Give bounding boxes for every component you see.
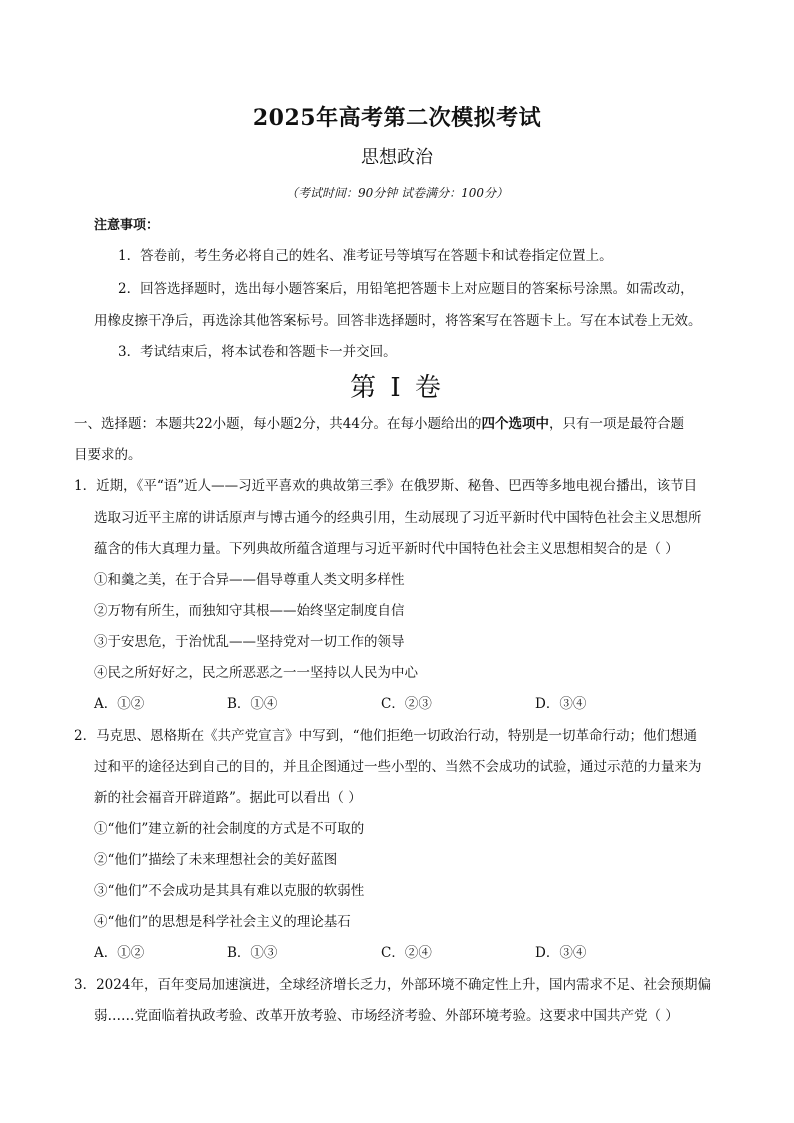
instructions-suffix: ，只有一项是最符合题	[548, 416, 684, 432]
notice-item-3: 3．考试结束后，将本试卷和答题卡一并交回。	[118, 344, 397, 360]
question-2-option-c[interactable]: C．②④	[381, 945, 432, 961]
question-1-option-c[interactable]: C．②③	[381, 696, 432, 712]
question-2-stem-1: 2．马克思、恩格斯在《共产党宣言》中写到，“他们拒绝一切政治行动，特别是一切革命行动；他们想通	[74, 728, 697, 744]
question-2-stem-2: 过和平的途径达到自己的目的，并且企图通过一些小型的、当然不会成功的试验，通过示范的力量来为	[94, 759, 702, 775]
instructions-line-1	[74, 409, 684, 440]
instructions-bold: 四个选项中	[481, 416, 549, 432]
question-1-option-b[interactable]: B．①④	[227, 696, 278, 712]
question-1-option-a[interactable]: A．①②	[94, 696, 145, 712]
question-2-stem-3: 新的社会福音开辟道路”。据此可以看出（ ）	[94, 790, 362, 806]
question-1-item-3: ③于安思危，于治忧乱——坚持党对一切工作的领导	[94, 634, 405, 650]
question-2-option-d[interactable]: D．③④	[535, 945, 587, 961]
subject-title: 思想政治	[361, 147, 433, 168]
notice-item-2-cont: 用橡皮擦干净后，再选涂其他答案标号。回答非选择题时，将答案写在答题卡上。写在本试卷上无效。	[94, 313, 702, 329]
question-2-item-2: ②“他们”描绘了未来理想社会的美好蓝图	[94, 852, 338, 868]
question-1-item-1: ①和羹之美，在于合异——倡导尊重人类文明多样性	[94, 572, 405, 588]
question-2-item-4: ④“他们”的思想是科学社会主义的理论基石	[94, 914, 351, 930]
question-2-item-1: ①“他们”建立新的社会制度的方式是不可取的	[94, 821, 365, 837]
question-1-item-4: ④民之所好好之，民之所恶恶之一一坚持以人民为中心	[94, 665, 418, 681]
question-1-stem-3: 蕴含的伟大真理力量。下列典故所蕴含道理与习近平新时代中国特色社会主义思想相契合的是（ ）	[94, 541, 679, 557]
instructions-prefix: 一、选择题：本题共22小题，每小题2分，共44分。在每小题给出的	[74, 416, 482, 432]
question-1-stem-2: 选取习近平主席的讲话原声与博古通今的经典引用，生动展现了习近平新时代中国特色社会主义思想所	[94, 510, 702, 526]
question-3-stem-1: 3．2024年，百年变局加速演进，全球经济增长乏力，外部环境不确定性上升，国内需求不足、社会预期偏	[74, 977, 711, 993]
exam-info: （考试时间：90分钟 试卷满分：100分）	[286, 186, 508, 200]
notice-heading: 注意事项：	[94, 218, 160, 233]
instructions-line-2: 目要求的。	[74, 447, 142, 463]
question-1-option-d[interactable]: D．③④	[535, 696, 587, 712]
question-1-item-2: ②万物有所生，而独知守其根——始终坚定制度自信	[94, 603, 405, 619]
section-title: 第 I 卷	[350, 373, 444, 403]
question-2-option-a[interactable]: A．①②	[94, 945, 145, 961]
question-2-item-3: ③“他们”不会成功是其具有难以克服的软弱性	[94, 883, 365, 899]
question-3-stem-2: 弱……党面临着执政考验、改革开放考验、市场经济考验、外部环境考验。这要求中国共产党（ ）	[94, 1008, 679, 1024]
notice-item-1: 1．答卷前，考生务必将自己的姓名、准考证号等填写在答题卡和试卷指定位置上。	[118, 248, 613, 264]
exam-title: 2025年高考第二次模拟考试	[252, 105, 542, 131]
question-1-stem-1: 1．近期，《平“语”近人——习近平喜欢的典故第三季》在俄罗斯、秘鲁、巴西等多地电视台播出，该节目	[74, 478, 698, 494]
question-2-option-b[interactable]: B．①③	[227, 945, 278, 961]
notice-item-2: 2．回答选择题时，选出每小题答案后，用铅笔把答题卡上对应题目的答案标号涂黑。如需改动，	[118, 281, 694, 297]
